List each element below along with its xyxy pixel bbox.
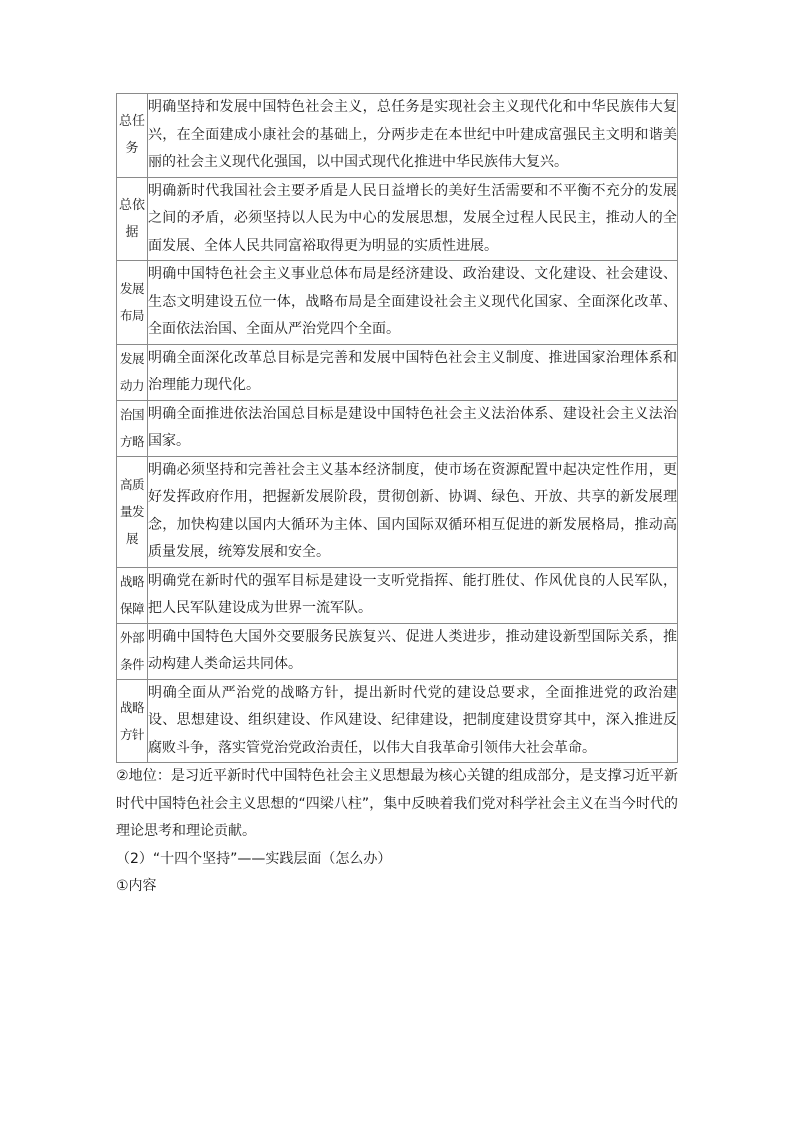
document-page bbox=[116, 93, 678, 901]
table-row bbox=[117, 344, 678, 400]
table-row bbox=[117, 679, 678, 763]
row-content: 明确全面深化改革总目标是完善和发展中国特色社会主义制度、推进国家治理体系和治理能力现代化。 bbox=[148, 344, 678, 400]
row-label: 战略保障 bbox=[117, 567, 148, 623]
sub-heading: ①内容 bbox=[116, 878, 157, 894]
row-content: 明确新时代我国社会主要矛盾是人民日益增长的美好生活需要和不平衡不充分的发展之间的矛盾，必须坚持以人民为中心的发展思想，发展全过程人民民主，推动人的全面发展、全体人民共同富裕取得更为明显的实质性进展。 bbox=[148, 177, 678, 261]
row-content: 明确必须坚持和完善社会主义基本经济制度，使市场在资源配置中起决定性作用，更好发挥政府作用，把握新发展阶段，贯彻创新、协调、绿色、开放、共享的新发展理念，加快构建以国内大循环为主体、国内国际双循环相互促进的新发展格局，推动高质量发展，统筹发展和安全。 bbox=[148, 456, 678, 567]
row-content: 明确中国特色大国外交要服务民族复兴、促进人类进步，推动建设新型国际关系，推动构建人类命运共同体。 bbox=[148, 623, 678, 679]
row-label: 发展动力 bbox=[117, 344, 148, 400]
row-label: 治国方略 bbox=[117, 400, 148, 456]
table-row bbox=[117, 400, 678, 456]
table-row bbox=[117, 567, 678, 623]
section-heading: （2）“十四个坚持”——实践层面（怎么办） bbox=[116, 850, 392, 867]
row-label: 总依据 bbox=[117, 177, 148, 261]
ideas-table bbox=[116, 93, 678, 763]
row-label: 总任务 bbox=[117, 94, 148, 178]
row-label: 外部条件 bbox=[117, 623, 148, 679]
table-row bbox=[117, 177, 678, 261]
row-label: 发展布局 bbox=[117, 261, 148, 345]
table-row bbox=[117, 623, 678, 679]
row-content: 明确全面推进依法治国总目标是建设中国特色社会主义法治体系、建设社会主义法治国家。 bbox=[148, 400, 678, 456]
table-row bbox=[117, 94, 678, 178]
row-content: 明确中国特色社会主义事业总体布局是经济建设、政治建设、文化建设、社会建设、生态文明建设五位一体，战略布局是全面建设社会主义现代化国家、全面深化改革、全面依法治国、全面从严治党四个全面。 bbox=[148, 261, 678, 345]
row-label: 战略方针 bbox=[117, 679, 148, 763]
status-paragraph: ②地位：是习近平新时代中国特色社会主义思想最为核心关键的组成部分，是支撑习近平新时代中国特色社会主义思想的“四梁八柱”，集中反映着我们党对科学社会主义在当今时代的理论思考和理论贡献。 bbox=[116, 768, 678, 839]
table-row bbox=[117, 456, 678, 567]
row-label: 高质量发展 bbox=[117, 456, 148, 567]
row-content: 明确全面从严治党的战略方针，提出新时代党的建设总要求，全面推进党的政治建设、思想建设、组织建设、作风建设、纪律建设，把制度建设贯穿其中，深入推进反腐败斗争，落实管党治党政治责任，以伟大自我革命引领伟大社会革命。 bbox=[148, 679, 678, 763]
table-row bbox=[117, 261, 678, 345]
row-content: 明确党在新时代的强军目标是建设一支听党指挥、能打胜仗、作风优良的人民军队，把人民军队建设成为世界一流军队。 bbox=[148, 567, 678, 623]
row-content: 明确坚持和发展中国特色社会主义，总任务是实现社会主义现代化和中华民族伟大复兴，在全面建成小康社会的基础上，分两步走在本世纪中叶建成富强民主文明和谐美丽的社会主义现代化强国，以中国式现代化推进中华民族伟大复兴。 bbox=[148, 94, 678, 178]
